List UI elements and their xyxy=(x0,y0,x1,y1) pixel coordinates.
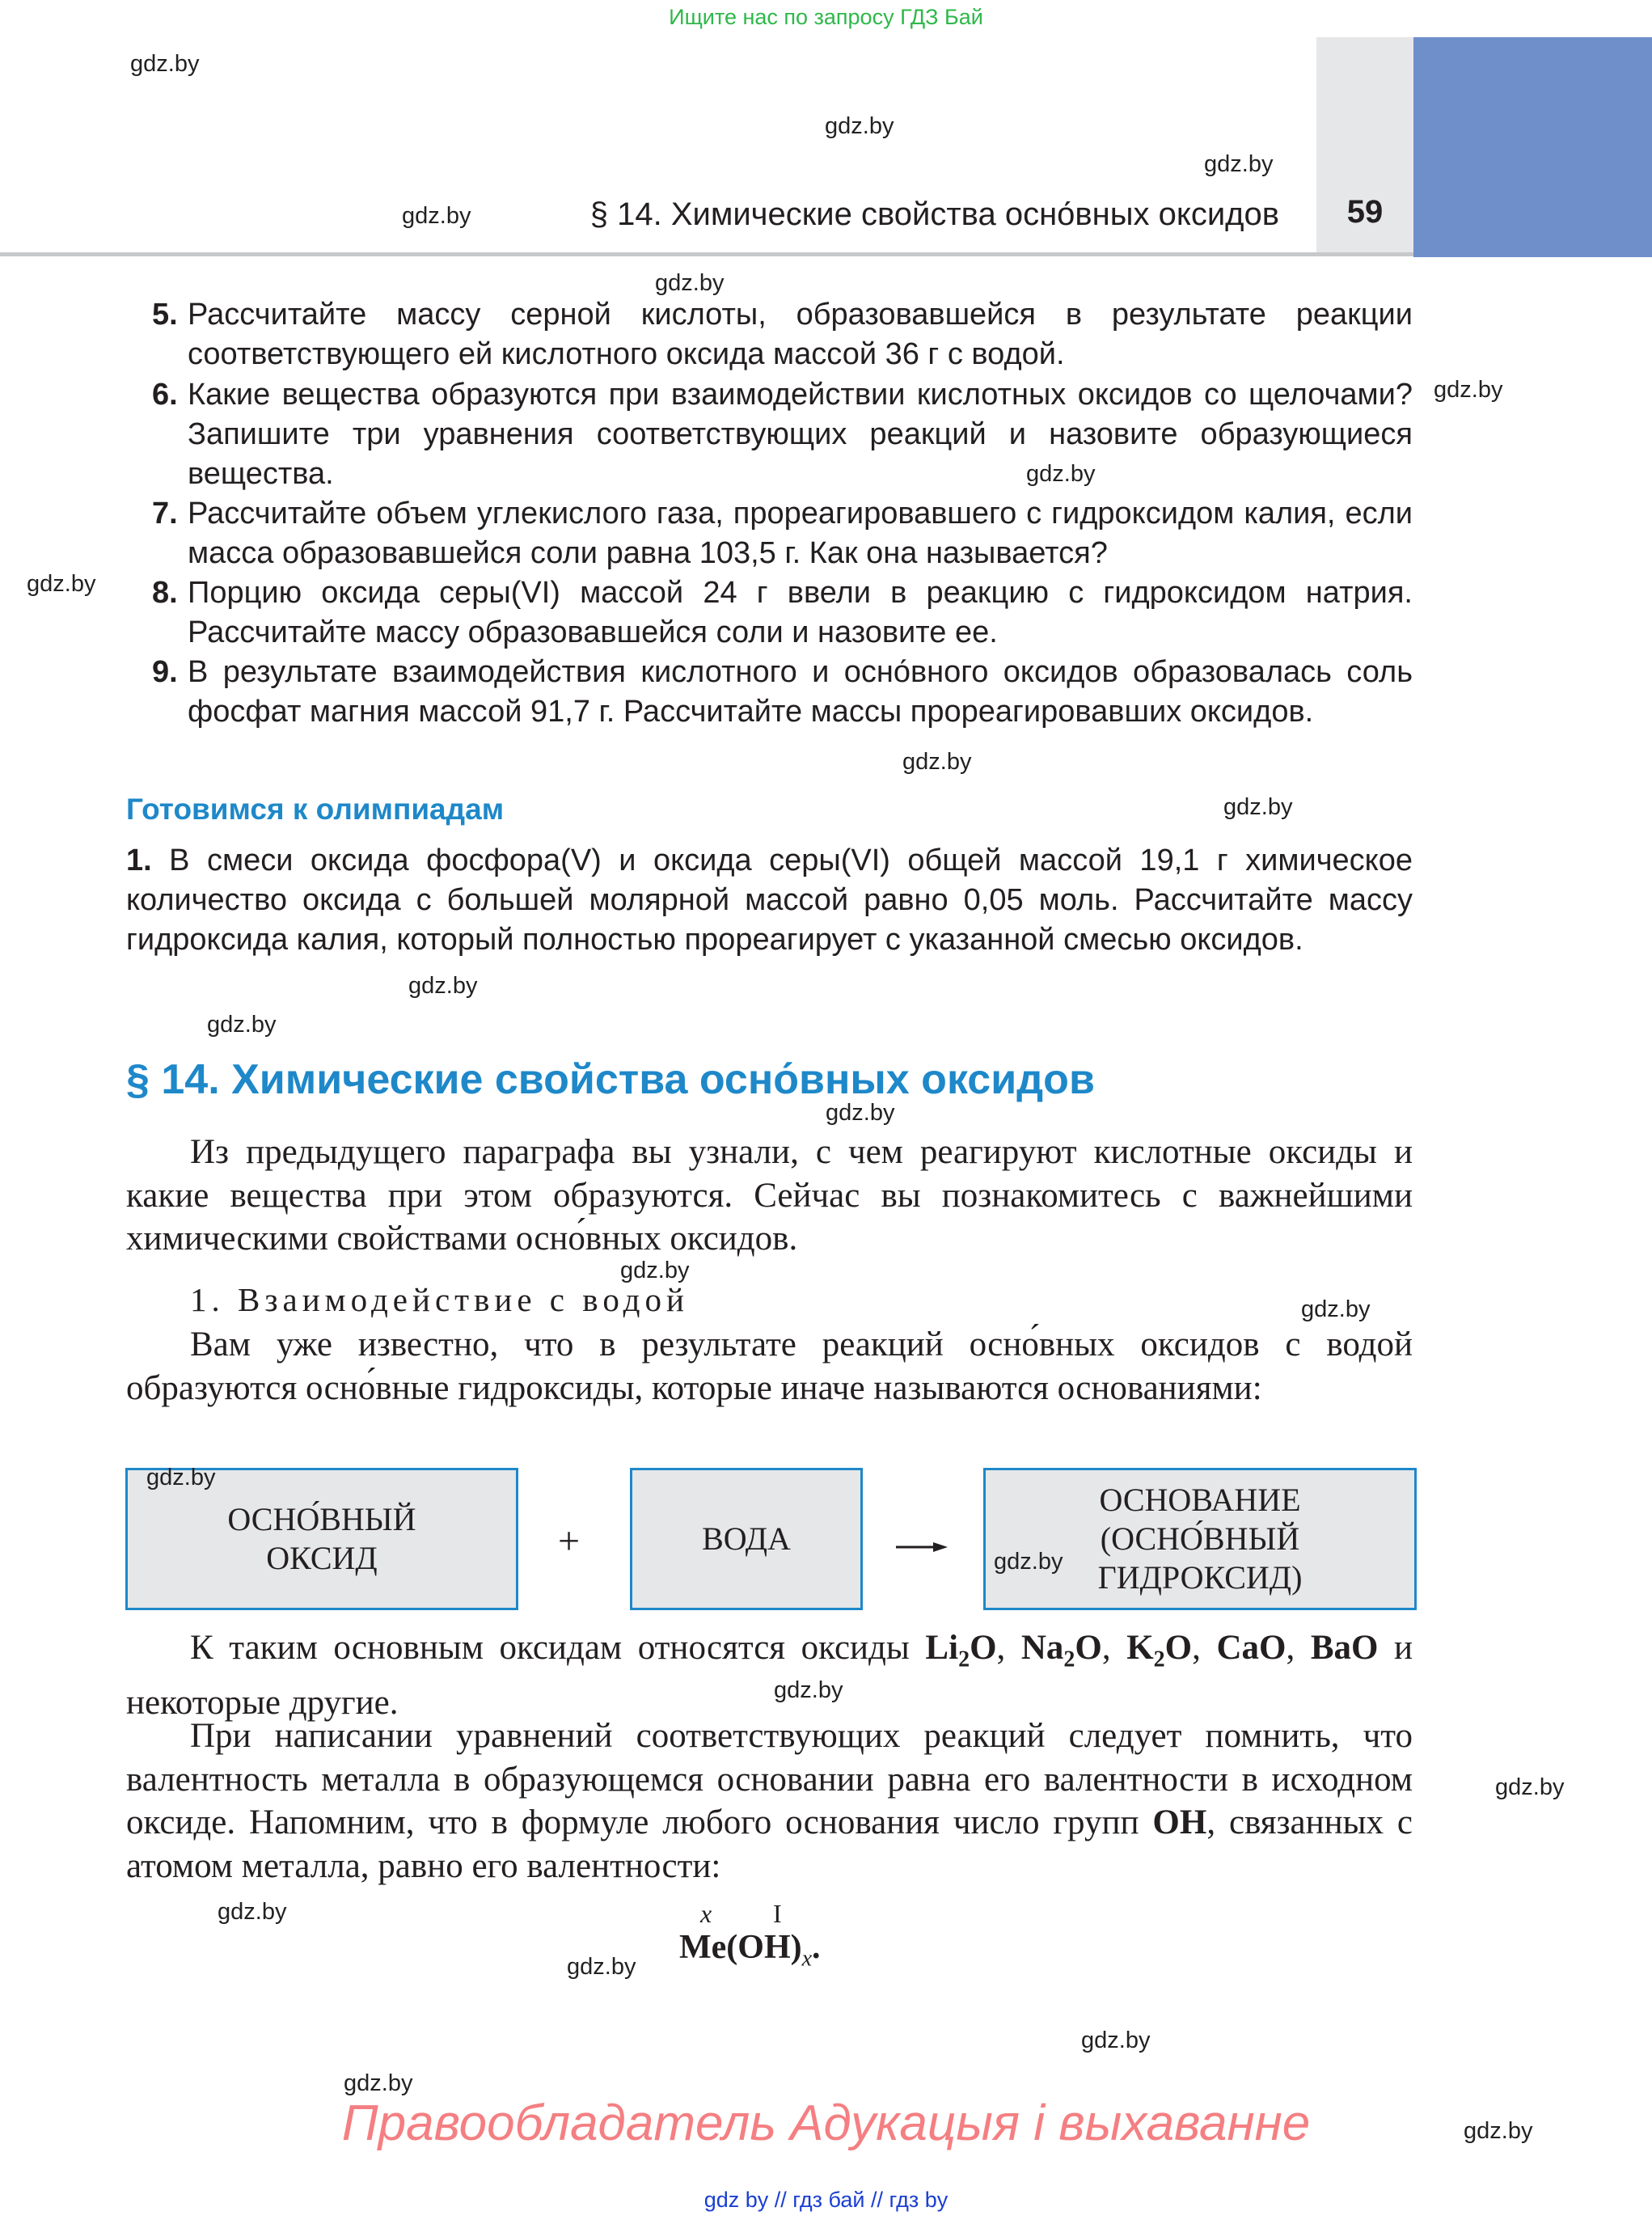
watermark: gdz.by xyxy=(994,1549,1063,1575)
watermark: gdz.by xyxy=(902,749,972,775)
scheme-arrow-icon xyxy=(896,1541,948,1553)
scheme-box-line: ОСНО́ВНЫЙ xyxy=(227,1501,416,1537)
watermark: gdz.by xyxy=(620,1258,690,1283)
top-note: Ищите нас по запросу ГДЗ Бай xyxy=(669,5,983,29)
header-rule xyxy=(0,252,1413,256)
task-number: 7. xyxy=(152,497,178,531)
watermark: gdz.by xyxy=(1301,1296,1371,1322)
running-title: § 14. Химические свойства осно́вных оксидов xyxy=(589,197,1279,232)
watermark: gdz.by xyxy=(146,1465,216,1490)
watermark: gdz.by xyxy=(774,1677,843,1703)
task-text: Рассчитайте объем углекислого газа, прореагировавшего с гидроксидом калия, если масса образовавшейся соли равна 103,5 г. Как она называется? xyxy=(188,497,1413,570)
paragraph-water-reaction: Вам уже известно, что в результате реакций осно́вных оксидов с водой образуются осно́вные гидроксиды, которые иначе называются основаниями: xyxy=(126,1326,1413,1407)
scheme-box-water xyxy=(630,1468,863,1610)
watermark: gdz.by xyxy=(130,51,200,77)
watermark: gdz.by xyxy=(344,2070,413,2096)
watermark: gdz.by xyxy=(1081,2027,1151,2053)
watermark: gdz.by xyxy=(1464,2118,1533,2144)
task-text: Рассчитайте массу серной кислоты, образовавшейся в результате реакции соответствующего ей кислотного оксида массой 36 г с водой. xyxy=(188,298,1413,371)
paragraph-basic-oxides: К таким основным оксидам относятся оксиды $Li_2O$, $Na_2O$, $K_2O$, CaO, BaO и некоторые другие. xyxy=(126,1629,1413,1723)
formula-valence-x: x xyxy=(700,1899,712,1928)
watermark: gdz.by xyxy=(567,1954,636,1980)
intro-paragraph: Из предыдущего параграфа вы узнали, с чем реагируют кислотные оксиды и какие вещества при этом образуются. Сейчас вы познакомитесь с важнейшими химическими свойствами осно́вных оксидов. xyxy=(126,1133,1413,1258)
task-number: 5. xyxy=(152,298,178,332)
task-item xyxy=(152,494,1413,573)
task-number: 9. xyxy=(152,655,178,689)
scheme-box-line: ГИДРОКСИД) xyxy=(1097,1559,1303,1596)
olympiad-heading: Готовимся к олимпиадам xyxy=(126,793,505,826)
formula-valence-i: I xyxy=(773,1899,782,1928)
footer-links[interactable]: gdz by // гдз бай // гдз by xyxy=(703,2188,949,2212)
page-number: 59 xyxy=(1346,194,1384,230)
watermark: gdz.by xyxy=(1026,461,1096,487)
formula-metal: Me xyxy=(679,1929,727,1966)
section-title: § 14. Химические свойства осно́вных оксидов xyxy=(126,1056,1095,1103)
scheme-box-base xyxy=(983,1468,1417,1610)
watermark: gdz.by xyxy=(1495,1774,1565,1800)
olympiad-task-number: 1. xyxy=(126,844,152,877)
subheading: 1. Взаимодействие с водой xyxy=(190,1281,689,1318)
task-item xyxy=(152,573,1413,653)
watermark: gdz.by xyxy=(207,1012,277,1038)
watermark: gdz.by xyxy=(27,571,96,597)
task-number: 6. xyxy=(152,378,178,412)
watermark: gdz.by xyxy=(1204,151,1274,177)
task-item xyxy=(152,295,1413,374)
scheme-box-line: ОКСИД xyxy=(266,1540,378,1576)
task-item xyxy=(152,653,1413,732)
task-number: 8. xyxy=(152,576,178,610)
scheme-plus: + xyxy=(558,1520,581,1562)
paragraph-valence: При написании уравнений соответствующих реакций следует помнить, что валентность металла в образующемся основании равна его валентности в исходном оксиде. Напомним, что в формуле любого основания число групп OH, связанных с атомом металла, равно его валентности: xyxy=(126,1717,1413,1885)
watermark: gdz.by xyxy=(826,1100,895,1126)
watermark: gdz.by xyxy=(825,113,894,139)
olympiad-task-text: В смеси оксида фосфора(V) и оксида серы(VI) общей массой 19,1 г химическое количество оксида с большей молярной массой равно 0,05 моль. Рассчитайте массу гидроксида калия, который полностью прореагирует с указанной смесью оксидов. xyxy=(126,844,1413,957)
formula-subscript: x xyxy=(801,1946,813,1972)
scheme-box-line: (ОСНО́ВНЫЙ xyxy=(1100,1520,1300,1557)
olympiad-task xyxy=(126,841,1413,960)
formula-hydroxide: (OH) xyxy=(726,1929,802,1966)
watermark: gdz.by xyxy=(402,203,471,229)
watermark: gdz.by xyxy=(408,973,478,999)
watermark: gdz.by xyxy=(655,270,725,296)
task-item xyxy=(152,375,1413,494)
watermark: gdz.by xyxy=(1434,377,1503,403)
watermark: gdz.by xyxy=(1223,794,1293,820)
scheme-box-line: ОСНОВАНИЕ xyxy=(1099,1482,1301,1518)
copyright-notice: Правообладатель Адукацыя і выхаванне xyxy=(341,2095,1311,2151)
scheme-box-line: ВОДА xyxy=(702,1520,791,1557)
task-text: В результате взаимодействия кислотного и осно́вного оксидов образовалась соль фосфат магния массой 91,7 г. Рассчитайте массы прореагировавших оксидов. xyxy=(188,655,1413,729)
task-text: Какие вещества образуются при взаимодействии кислотных оксидов со щелочами? Запишите три уравнения соответствующих реакций и назовите образующиеся вещества. xyxy=(188,378,1413,491)
header-accent-block xyxy=(1413,37,1652,257)
watermark: gdz.by xyxy=(218,1899,287,1925)
task-text: Порцию оксида серы(VI) массой 24 г ввели в реакцию с гидроксидом натрия. Рассчитайте массу образовавшейся соли и назовите ее. xyxy=(188,576,1413,649)
